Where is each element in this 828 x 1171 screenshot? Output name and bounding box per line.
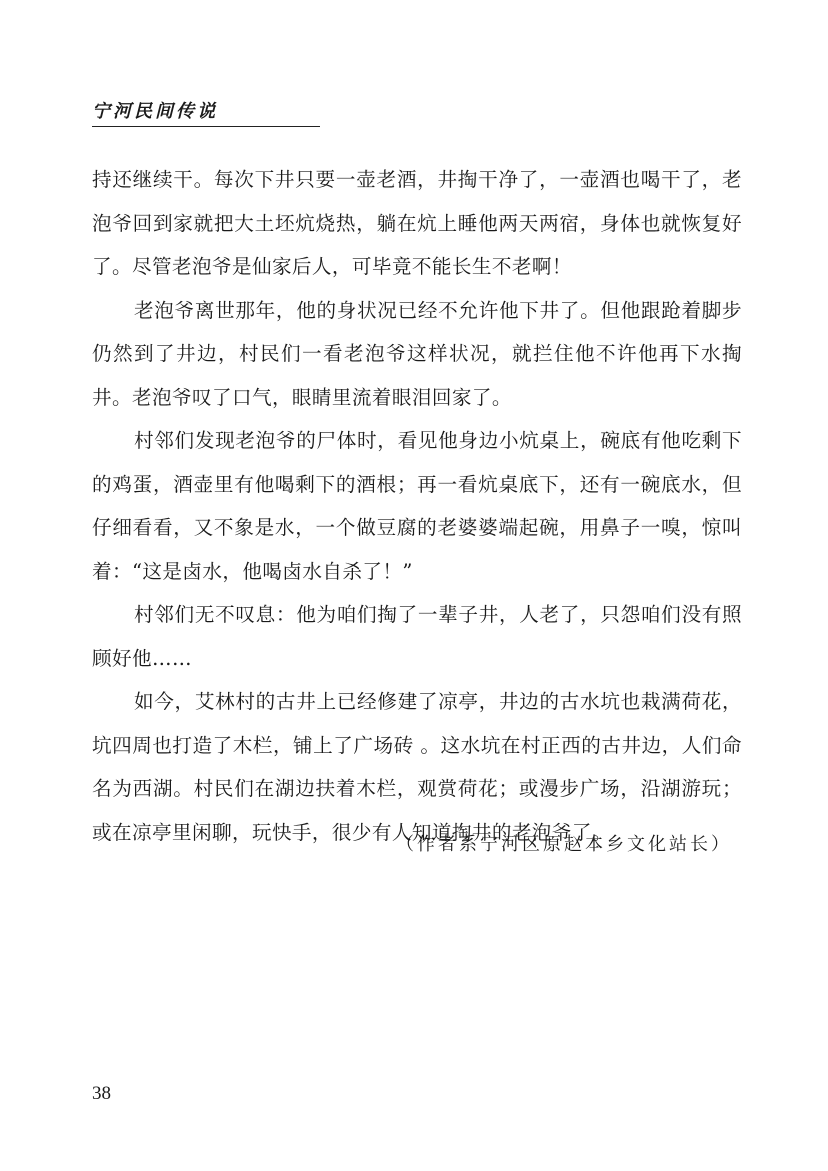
paragraph: 老泡爷离世那年，他的身状况已经不允许他下井了。但他跟跄着脚步仍然到了井边，村民们一看老泡爷这样状况，就拦住他不许他再下水掏井。老泡爷叹了口气，眼睛里流着眼泪回家了。 bbox=[92, 298, 742, 409]
running-header bbox=[92, 101, 320, 127]
paragraph: 如今，艾林村的古井上已经修建了凉亭，井边的古水坑也栽满荷花，坑四周也打造了木栏，铺上了广场砖 。这水坑在村正西的古井边，人们命名为西湖。村民们在湖边扶着木栏，观赏荷花；或漫步广场，沿湖游玩；或在凉亭里闲聊，玩快手，很少有人知道掏井的老泡爷了。 bbox=[92, 690, 742, 844]
article-body bbox=[92, 158, 742, 854]
author-byline: （作者系宁河区原赵本乡文化站长） bbox=[396, 834, 732, 855]
paragraph: 村邻们发现老泡爷的尸体时，看见他身边小炕桌上，碗底有他吃剩下的鸡蛋，酒壶里有他喝剩下的酒根；再一看炕桌底下，还有一碗底水，但仔细看看，又不象是水，一个做豆腐的老婆婆端起碗，用鼻子一嗅，惊叫着：“这是卤水，他喝卤水自杀了！” bbox=[92, 429, 742, 583]
book-title: 宁河民间传说 bbox=[92, 101, 218, 122]
paragraph-continued: 持还继续干。每次下井只要一壶老酒，井掏干净了，一壶酒也喝干了，老泡爷回到家就把大土坯炕烧热，躺在炕上睡他两天两宿，身体也就恢复好了。尽管老泡爷是仙家后人，可毕竟不能长生不老啊！ bbox=[92, 168, 742, 278]
page-number: 38 bbox=[92, 1083, 111, 1104]
paragraph: 村邻们无不叹息：他为咱们掏了一辈子井，人老了，只怨咱们没有照顾好他…… bbox=[92, 603, 742, 670]
